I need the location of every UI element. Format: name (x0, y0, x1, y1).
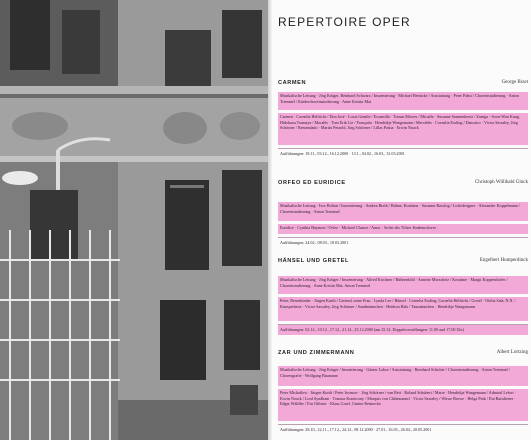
opera-composer: Albert Lortzing (496, 350, 528, 355)
opera-entry-orfeo (278, 180, 528, 248)
opera-composer: George Bizet (501, 80, 528, 85)
cast-list: Peter, Besenbinder · Jürgen Kurth / Gertrud, seine Frau · Lynda Lee / Hänsel · Cornelia Essling, Cornelia Helfricht / Gretel · Ofelia Sala, N.N. / Knusperhexe · Victor Sawaley, Jörg Schörner / Sandmännchen · Heidrun Hals / Taumännchen · Hendrikje Wangemann (278, 297, 528, 321)
performance-dates: Aufführungen: 28.10., 22.11., 17.12., 24.12., 08.12.2000 · 27.01., 16.03., 26.04., 20.05.2001 (278, 424, 528, 434)
opera-title: CARMEN (278, 80, 307, 86)
opera-entry-carmen (278, 80, 528, 159)
production-team: Musikalische Leitung · Jörg Krüger / Inszenierung · Günter Lohse / Ausstattung · Bernhard Schröter / Choreinstudierung · Anton Tremmel / Choreografie · Wolfgang Baumann (278, 366, 528, 386)
cast-list: Peter Michailow · Jürgen Kurth / Peter Iwanow · Jörg Schörner / van Bett · Roland Schubert / Marie · Hendrikje Wangemann / Admiral Lefort · Erwin Noack / Lord Syndham · Tomasz Konieczny / Marquis von Châteauneuf · Victor Sawaley / Witwe Browe · Helga Pink / Ein Ratsdiener · Edgar Wäldler / Ein Offizier · Klaus Graef, Günter Reimecke (278, 389, 528, 421)
opera-entry-zar (278, 350, 528, 434)
opera-composer: Engelbert Humperdinck (479, 258, 528, 263)
page-title: REPERTOIRE OPER (278, 15, 411, 29)
opera-composer: Christoph Willibald Gluck (474, 180, 528, 185)
opera-entry-haensel (278, 258, 528, 335)
production-team: Musikalische Leitung · Jörg Krüger, Reinhard Schwarz / Inszenierung · Michael Heinicke / Ausstattung · Peter Pabst / Choreinstudierung · Anton Tremmel / Kinderchoreinstudierung · Anne Kristin Mai (278, 92, 528, 110)
performance-dates: Aufführungen: 24.02., 08.03., 18.03.2001 (278, 237, 528, 248)
cast-list: Euridice · Cynthia Haymon / Orfeo · Michael Chance / Amor · Solist des Tölzer Knabenchores (278, 224, 528, 234)
performance-dates: Aufführungen: 02.12., 10.12., 17.12., 21.12., 25.12.2000 (am 25.12. Doppelvorstellungen: 11.00 und 17.00 Uhr) (278, 324, 528, 335)
opera-title: HÄNSEL UND GRETEL (278, 258, 350, 264)
opera-title: ZAR UND ZIMMERMANN (278, 350, 355, 356)
production-team: Musikalische Leitung · Ivor Bolton / Inszenierung · Andrea Breth / Bühne, Kostüme · Susanne Raschig / Lichtdesigner · Alexander Koppelmann / Choreinstudierung · Anton Tremmel (278, 202, 528, 221)
repertoire-page (272, 0, 531, 440)
performance-dates: Aufführungen: 18.11., 03.12., 16.12.2000 · 13.1., 04.02., 16.03., 31.03.2001 (278, 148, 528, 159)
production-team: Musikalische Leitung · Jörg Krüger / Inszenierung · Alfred Kirchner / Bühnenbild · Annette Murschetz / Kostüme · Margit Koppendorfer / Choreinstudierung · Anne Kristin Mai, Anton Tremmel (278, 276, 528, 294)
cast-list: Carmen · Cornelia Helfricht / Don José · Louis Gentile / Escamillo · Tomas Möwes / Micaëla · Susanne Stanneskeotz / Zuniga · Soon-Won Kang, Hidekazu Tsumaya / Moralès · Tom Erik Lie / Frasquita · Hendrikje Wangemann / Mercédès · Cornelia Essling / Dancaïro · Victor Sawaley, Jörg Schörner / Remendado · Martin Petzold, Jörg Schörner / Lillas Pastia · Erwin Noack (278, 113, 528, 145)
opera-title: ORFEO ED EURIDICE (278, 180, 346, 186)
